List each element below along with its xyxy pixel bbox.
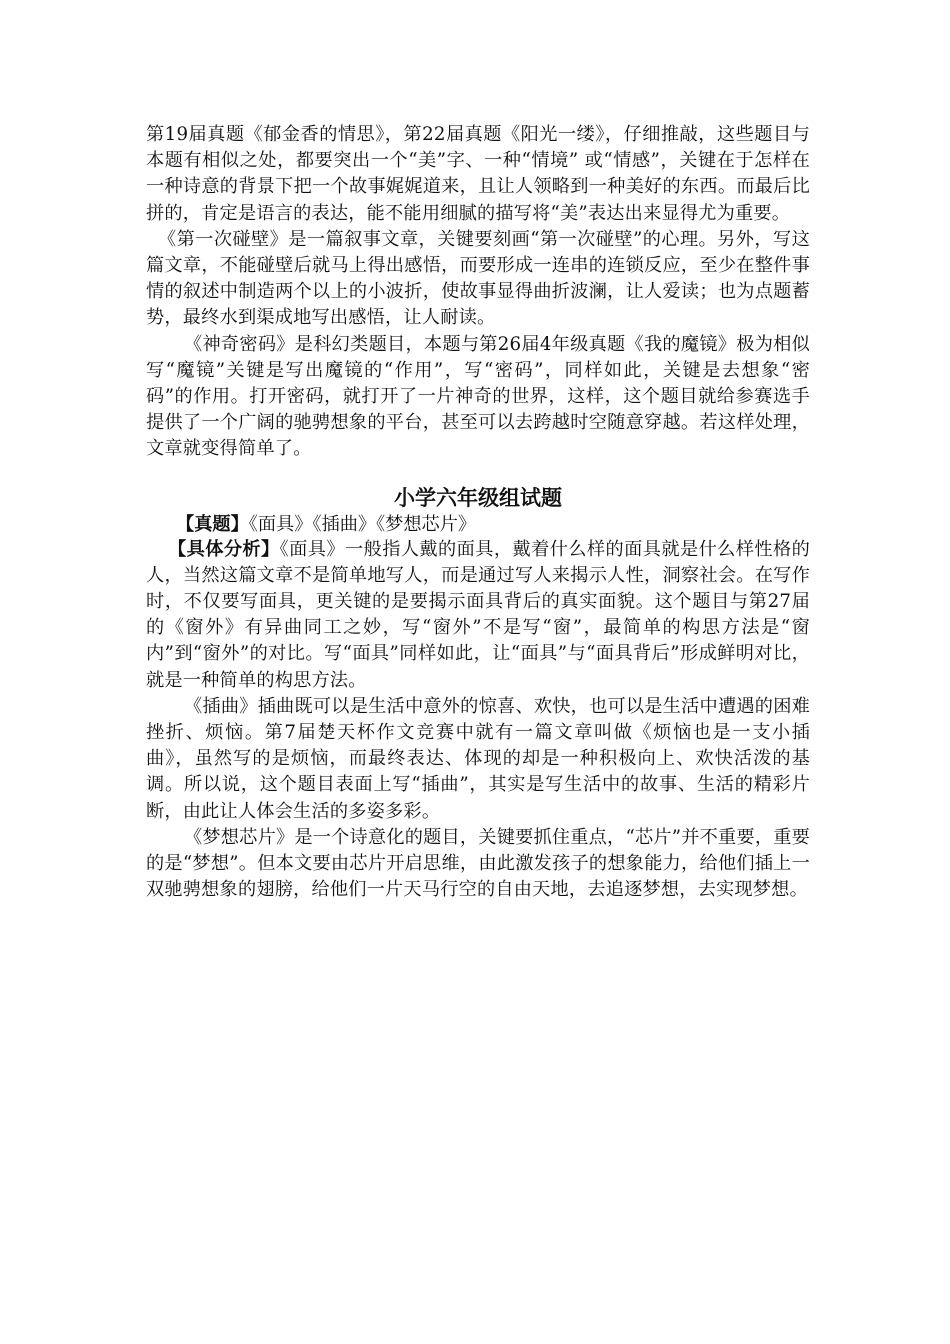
zhenti-line	[146, 513, 810, 537]
zhenti-label: 【真题】	[176, 513, 249, 535]
paragraph-interlude: 《插曲》插曲既可以是生活中意外的惊喜、欢快，也可以是生活中遭遇的困难挫折、烦恼。第7届楚天杯作文竞赛中就有一篇文章叫做《烦恼也是一支小插曲》，虽然写的是烦恼，而最终表达、体现的却是一种积极向上、欢快活泼的基调。所以说，这个题目表面上写“插曲”，其实是写生活中的故事、生活的精彩片断，由此让人体会生活的多姿多彩。	[146, 695, 810, 822]
analysis-label: 【具体分析】	[168, 538, 280, 560]
paragraph-intro: 第19届真题《郁金香的情思》，第22届真题《阳光一缕》，仔细推敲，这些题目与本题有相似之处，都要突出一个“美”字、一种“情境” 或“情感”，关键在于怎样在一种诗意的背景下把一个故事娓娓道来，且让人领略到一种美好的东西。而最后比拼的，肯定是语言的表达，能不能用细腻的描写将“美”表达出来显得尤为重要。	[146, 124, 810, 224]
paragraph-first-setback: 《第一次碰壁》是一篇叙事文章，关键要刻画“第一次碰壁”的心理。另外，写这篇文章，不能碰壁后就马上得出感悟，而要形成一连串的连锁反应，至少在整件事情的叙述中制造两个以上的小波折，使故事显得曲折波澜，让人爱读；也为点题蓄势，最终水到渠成地写出感悟，让人耐读。	[146, 228, 811, 329]
paragraph-mask-text: 《面具》一般指人戴的面具，戴着什么样的面具就是什么样性格的人，当然这篇文章不是简单地写人，而是通过写人来揭示人性，洞察社会。在写作时，不仅要写面具，更关键的是要揭示面具背后的真实面貌。这个题目与第27届的《窗外》有异曲同工之妙，写“窗外”不是写“窗”，最简单的构思方法是“窗内”到“窗外”的对比。写“面具”同样如此，让“面具”与“面具背后”形成鲜明对比，就是一种简单的构思方法。	[146, 538, 810, 691]
paragraph-mask	[146, 537, 810, 694]
paragraph-magic-password: 《神奇密码》是科幻类题目，本题与第26届4年级真题《我的魔镜》极为相似写“魔镜”关键是写出魔镜的“作用”，写“密码”，同样如此，关键是去想象“密码”的作用。打开密码，就打开了一片神奇的世界，这样，这个题目就给参赛选手提供了一个广阔的驰骋想象的平台，甚至可以去跨越时空随意穿越。若这样处理，文章就变得简单了。	[146, 333, 810, 460]
section-title: 小学六年级组试题	[394, 485, 562, 510]
document-page	[146, 122, 810, 903]
zhenti-text: 《面具》《插曲》《梦想芯片》	[248, 513, 477, 535]
paragraph-dream-chip: 《梦想芯片》是一个诗意化的题目，关键要抓住重点，“芯片”并不重要，重要的是“梦想”。但本文要由芯片开启思维，由此激发孩子的想象能力，给他们插上一双驰骋想象的翅膀，给他们一片天马行空的自由天地，去追逐梦想，去实现梦想。	[146, 826, 810, 901]
